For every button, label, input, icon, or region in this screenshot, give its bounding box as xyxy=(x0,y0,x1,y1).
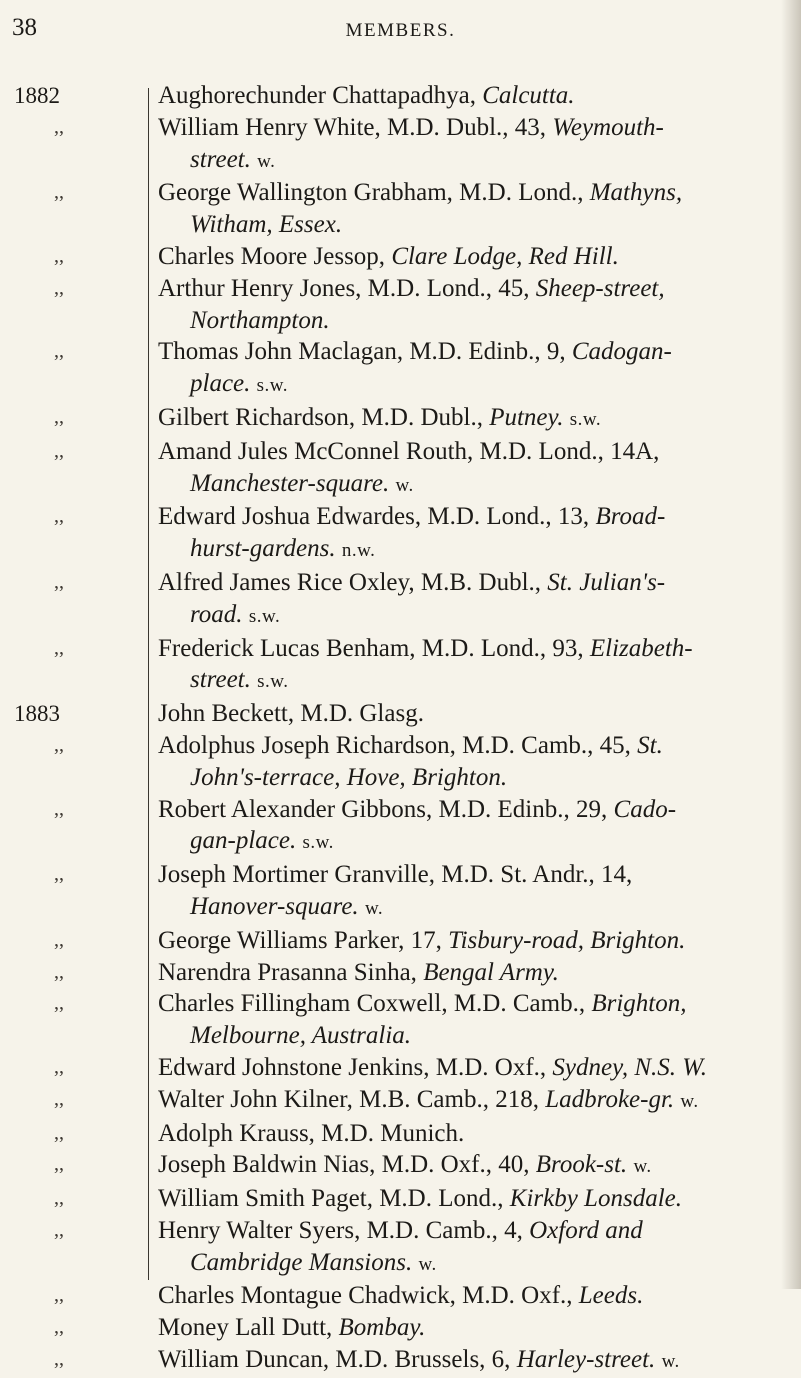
member-address: Cadogan- xyxy=(571,338,672,366)
member-name-line: Narendra Prasanna Sinha, xyxy=(158,958,417,986)
postal-district: s.w. xyxy=(256,375,289,397)
member-list xyxy=(0,80,801,1378)
postal-district: s.w. xyxy=(302,832,334,854)
member-address-cont: Manchester-square. xyxy=(190,469,390,497)
ditto-mark: ,, xyxy=(54,570,64,593)
postal-district: s.w. xyxy=(569,408,602,430)
member-name-line: Charles Moore Jessop, xyxy=(158,242,386,270)
member-address: Ladbroke-gr. xyxy=(545,1085,675,1113)
member-address: Sydney, N.S. W. xyxy=(552,1053,708,1081)
member-name-line: Adolphus Joseph Richardson, M.D. Camb., 45, xyxy=(158,731,631,759)
election-year: 1882 xyxy=(14,83,60,108)
ditto-mark: ,, xyxy=(54,1316,64,1339)
postal-district: s.w. xyxy=(248,605,281,627)
member-name-line: Charles Fillingham Coxwell, M.D. Camb., xyxy=(158,990,586,1018)
member-entry xyxy=(0,859,801,925)
member-entry xyxy=(0,925,801,957)
member-text xyxy=(158,730,791,794)
member-name-line: William Henry White, M.D. Dubl., 43, xyxy=(158,113,547,141)
member-name-line: Adolph Krauss, M.D. Munich. xyxy=(158,1119,465,1147)
member-address: Leeds. xyxy=(578,1282,644,1310)
member-address: Weymouth- xyxy=(552,113,664,141)
member-continuation xyxy=(158,891,791,925)
ditto-mark: ,, xyxy=(54,992,64,1015)
member-entry xyxy=(0,730,801,794)
member-name-line: Edward Johnstone Jenkins, M.D. Oxf., xyxy=(158,1053,547,1081)
member-address-cont: Hanover-square. xyxy=(190,892,359,920)
member-name-line: Joseph Mortimer Granville, M.D. St. Andr., 14, xyxy=(158,861,633,889)
member-name-line: William Duncan, M.D. Brussels, 6, xyxy=(158,1346,511,1374)
ditto-mark: ,, xyxy=(54,1284,64,1307)
postal-district: w. xyxy=(257,150,276,172)
ditto-mark: ,, xyxy=(54,863,64,886)
member-entry xyxy=(0,177,801,241)
member-name-line: John Beckett, M.D. Glasg. xyxy=(158,700,424,728)
ditto-mark: ,, xyxy=(54,505,64,528)
ditto-mark: ,, xyxy=(54,960,64,983)
member-text xyxy=(158,1215,791,1281)
member-entry xyxy=(0,1052,801,1084)
member-text xyxy=(158,402,791,436)
member-address-cont: John's-terrace, Hove, Brighton. xyxy=(190,763,508,791)
postal-district: n.w. xyxy=(341,540,376,562)
member-text xyxy=(158,1118,791,1150)
member-text xyxy=(158,1183,791,1215)
member-name-line: Thomas John Maclagan, M.D. Edinb., 9, xyxy=(158,338,566,366)
member-address: Clare Lodge, Red Hill. xyxy=(391,242,619,270)
member-entry xyxy=(0,1312,801,1344)
member-entry xyxy=(0,1280,801,1312)
member-entry xyxy=(0,988,801,1052)
member-text xyxy=(158,957,791,989)
member-address: St. xyxy=(637,731,663,759)
member-name-line: George Williams Parker, 17, xyxy=(158,926,442,954)
member-text xyxy=(158,436,791,502)
member-name-line: Money Lall Dutt, xyxy=(158,1314,333,1342)
member-name-line: William Smith Paget, M.D. Lond., xyxy=(158,1185,504,1213)
member-continuation xyxy=(158,305,791,337)
member-name-line: Aughorechunder Chattapadhya, xyxy=(158,82,476,109)
member-address: Broad- xyxy=(595,503,666,531)
member-address-cont: Melbourne, Australia. xyxy=(190,1022,412,1050)
member-text xyxy=(158,241,791,273)
member-address: Harley-street. xyxy=(516,1346,656,1374)
ditto-mark: ,, xyxy=(54,276,64,299)
member-continuation xyxy=(158,825,791,859)
member-name-line: Arthur Henry Jones, M.D. Lond., 45, xyxy=(158,274,530,302)
member-text xyxy=(158,698,791,730)
ditto-mark: ,, xyxy=(54,1153,64,1176)
member-name-line: Frederick Lucas Benham, M.D. Lond., 93, xyxy=(158,634,584,662)
member-address-cont: street. xyxy=(190,145,251,173)
member-continuation xyxy=(158,533,791,567)
member-address: Sheep-street, xyxy=(535,274,665,302)
member-address: Elizabeth- xyxy=(589,634,693,662)
member-text xyxy=(158,1344,791,1378)
member-text xyxy=(158,1312,791,1344)
member-text xyxy=(158,925,791,957)
member-name-line: Amand Jules McConnel Routh, M.D. Lond., 14A, xyxy=(158,437,660,465)
member-name-line: Charles Montague Chadwick, M.D. Oxf., xyxy=(158,1282,573,1310)
member-continuation xyxy=(158,368,791,402)
member-address: Calcutta. xyxy=(482,82,575,109)
member-entry xyxy=(0,567,801,633)
member-entry xyxy=(0,241,801,273)
member-name-line: George Wallington Grabham, M.D. Lond., xyxy=(158,179,584,207)
member-entry xyxy=(0,633,801,699)
member-address: Bengal Army. xyxy=(423,958,559,986)
member-address-cont: place. xyxy=(190,370,251,398)
member-entry xyxy=(0,1183,801,1215)
postal-district: w. xyxy=(661,1351,680,1373)
postal-district: w. xyxy=(418,1253,437,1275)
ditto-mark: ,, xyxy=(54,340,64,363)
member-address: Putney. xyxy=(489,403,564,431)
member-name-line: Alfred James Rice Oxley, M.B. Dubl., xyxy=(158,568,542,596)
member-text xyxy=(158,1084,791,1118)
member-continuation xyxy=(158,664,791,698)
member-address-cont: road. xyxy=(190,600,243,628)
member-text xyxy=(158,273,791,337)
member-continuation xyxy=(158,144,791,178)
member-address-cont: hurst-gardens. xyxy=(190,535,336,563)
member-entry xyxy=(0,402,801,436)
member-text xyxy=(158,1149,791,1183)
ditto-mark: ,, xyxy=(54,1218,64,1241)
member-address: Mathyns, xyxy=(589,179,683,207)
member-entry xyxy=(0,794,801,860)
member-text xyxy=(158,988,791,1052)
postal-district: w. xyxy=(633,1156,652,1178)
postal-district: w. xyxy=(680,1090,699,1112)
member-text xyxy=(158,80,791,112)
page-number: 38 xyxy=(12,14,37,41)
member-address: Bombay. xyxy=(338,1314,426,1342)
member-text xyxy=(158,633,791,699)
member-entry xyxy=(0,273,801,337)
ditto-mark: ,, xyxy=(54,1055,64,1078)
member-continuation xyxy=(158,1020,791,1052)
member-entry xyxy=(0,1118,801,1150)
member-text xyxy=(158,177,791,241)
member-name-line: Joseph Baldwin Nias, M.D. Oxf., 40, xyxy=(158,1151,530,1179)
member-entry xyxy=(0,1149,801,1183)
member-name-line: Robert Alexander Gibbons, M.D. Edinb., 29, xyxy=(158,795,608,823)
member-text xyxy=(158,336,791,402)
ditto-mark: ,, xyxy=(54,1348,64,1371)
postal-district: s.w. xyxy=(257,671,289,693)
member-continuation xyxy=(158,1247,791,1281)
member-address-cont: Cambridge Mansions. xyxy=(190,1248,413,1276)
postal-district: w. xyxy=(364,897,384,919)
postal-district: w. xyxy=(395,474,414,496)
member-address: Oxford and xyxy=(529,1216,643,1244)
member-address: St. Julian's- xyxy=(547,568,666,596)
member-entry xyxy=(0,336,801,402)
member-address-cont: Witham, Essex. xyxy=(190,211,343,239)
member-name-line: Gilbert Richardson, M.D. Dubl., xyxy=(158,403,483,431)
ditto-mark: ,, xyxy=(54,181,64,204)
member-continuation xyxy=(158,599,791,633)
member-text xyxy=(158,1280,791,1312)
member-continuation xyxy=(158,762,791,794)
ditto-mark: ,, xyxy=(54,244,64,267)
ditto-mark: ,, xyxy=(54,1187,64,1210)
member-entry xyxy=(0,957,801,989)
member-entry xyxy=(0,698,801,730)
ditto-mark: ,, xyxy=(54,1121,64,1144)
member-name-line: Edward Joshua Edwardes, M.D. Lond., 13, xyxy=(158,503,590,531)
member-address: Kirkby Lonsdale. xyxy=(509,1185,682,1213)
ditto-mark: ,, xyxy=(54,928,64,951)
member-address: Tisbury-road, Brighton. xyxy=(448,926,686,954)
ditto-mark: ,, xyxy=(54,797,64,820)
member-address: Brook-st. xyxy=(535,1151,628,1179)
ditto-mark: ,, xyxy=(54,115,64,138)
member-entry xyxy=(0,436,801,502)
ditto-mark: ,, xyxy=(54,405,64,428)
member-text xyxy=(158,859,791,925)
election-year: 1883 xyxy=(14,701,60,727)
member-address: Brighton, xyxy=(591,990,687,1018)
member-name-line: Walter John Kilner, M.B. Camb., 218, xyxy=(158,1085,539,1113)
member-address-cont: Northampton. xyxy=(190,306,330,334)
member-address-cont: gan-place. xyxy=(190,827,297,855)
member-text xyxy=(158,794,791,860)
member-continuation xyxy=(158,468,791,502)
member-name-line: Henry Walter Syers, M.D. Camb., 4, xyxy=(158,1216,523,1244)
member-continuation xyxy=(158,209,791,241)
member-text xyxy=(158,501,791,567)
member-entry xyxy=(0,1344,801,1378)
member-address-cont: street. xyxy=(190,666,251,694)
member-address: Cado- xyxy=(613,795,677,823)
ditto-mark: ,, xyxy=(54,733,64,756)
member-text xyxy=(158,1052,791,1084)
ditto-mark: ,, xyxy=(54,636,64,659)
member-entry xyxy=(0,501,801,567)
member-entry xyxy=(0,1084,801,1118)
member-entry xyxy=(0,112,801,178)
member-text xyxy=(158,112,791,178)
member-text xyxy=(158,567,791,633)
running-head: MEMBERS. xyxy=(345,20,456,41)
member-entry xyxy=(0,80,801,112)
ditto-mark: ,, xyxy=(54,1087,64,1110)
ditto-mark: ,, xyxy=(54,439,64,462)
member-entry xyxy=(0,1215,801,1281)
